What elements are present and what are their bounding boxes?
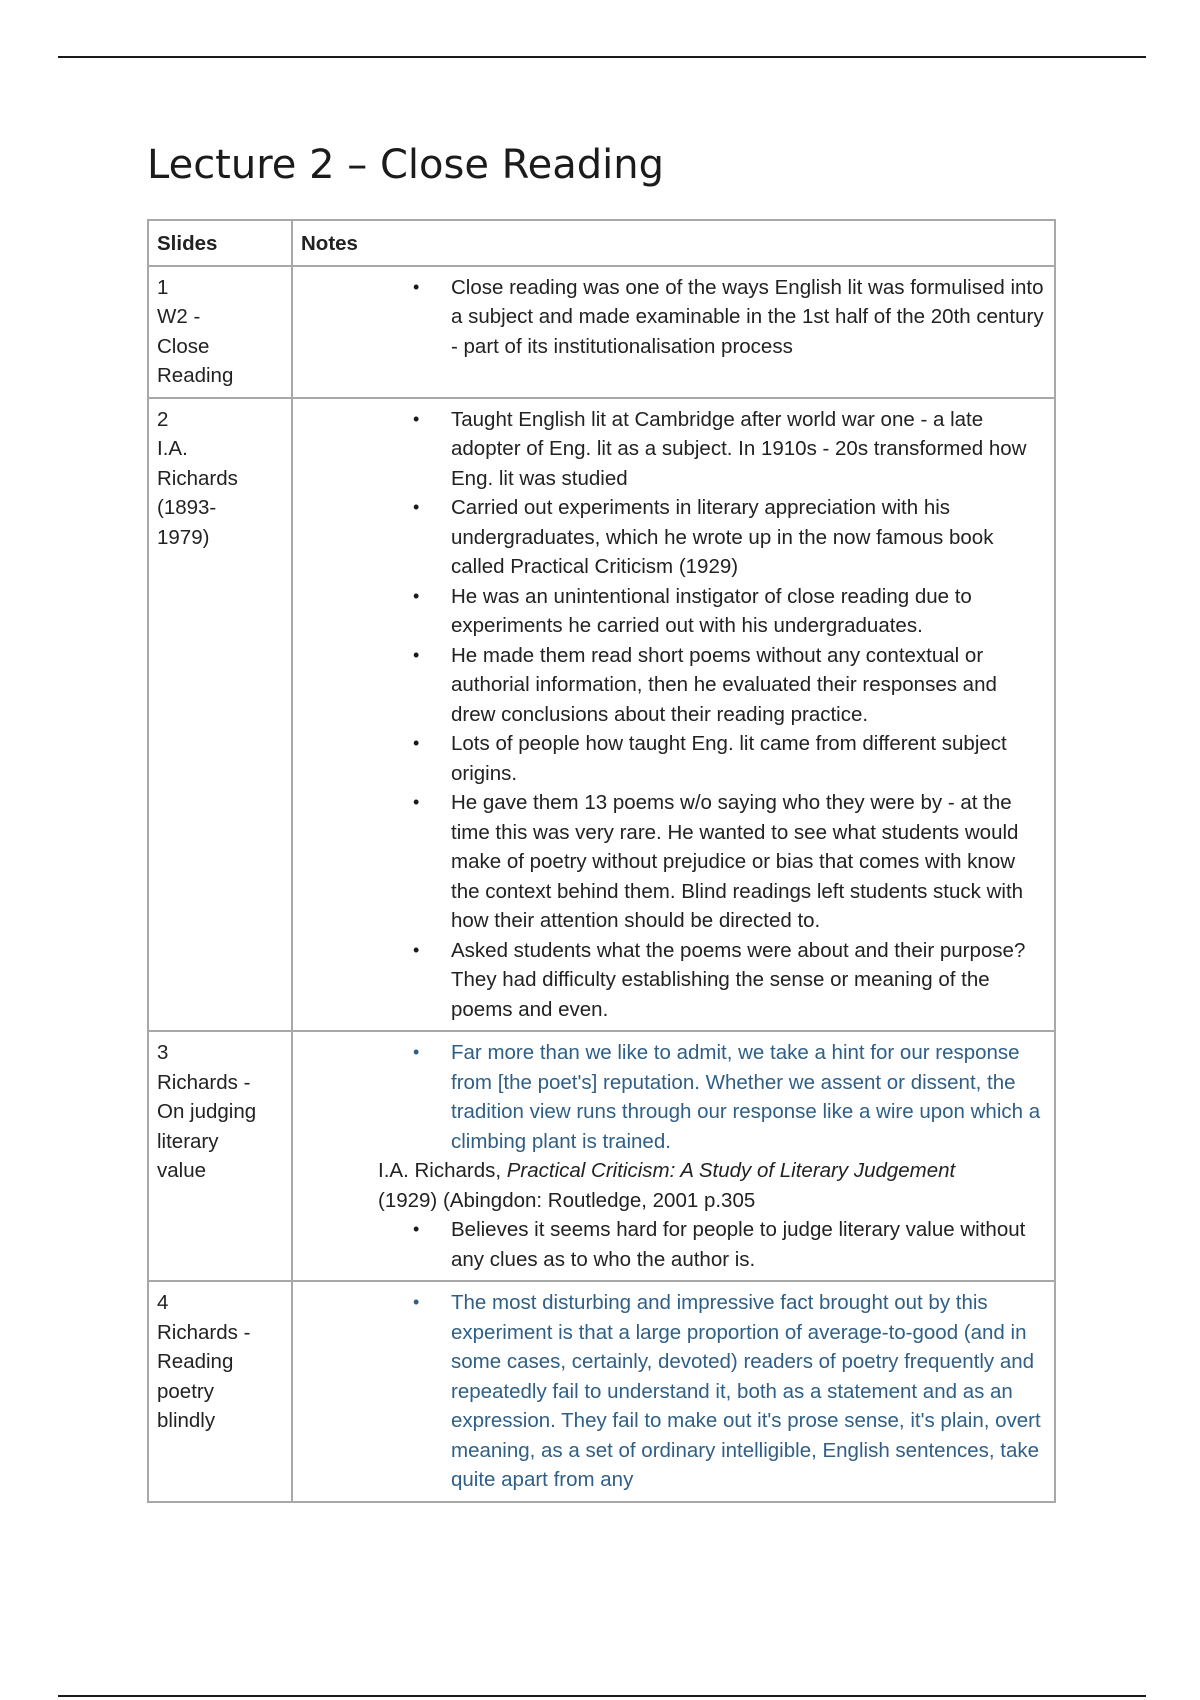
bullet-list	[301, 1215, 1046, 1274]
bullet-item: • Taught English lit at Cambridge after world war one - a late adopter of Eng. lit as a subject. In 1910s - 20s transformed how Eng. lit was studied	[451, 405, 1046, 494]
notes-cell	[292, 398, 1055, 1032]
slide-number: 3	[157, 1041, 169, 1064]
slides-header: Slides	[148, 220, 292, 266]
quote-list	[301, 1038, 1046, 1156]
slide-title-line: (1893-	[157, 496, 217, 519]
slide-cell	[148, 398, 292, 1032]
quote-item: • Far more than we like to admit, we take a hint for our response from [the poet's] reputation. Whether we assent or dissent, the tradition view runs through our response like a wire upon which a climbing plant is trained.	[451, 1038, 1046, 1156]
bullet-item: • He made them read short poems without any contextual or authorial information, then he evaluated their responses and drew conclusions about their reading practice.	[451, 641, 1046, 730]
page-title: Lecture 2 – Close Reading	[147, 142, 665, 188]
slide-cell	[148, 1031, 292, 1281]
bullet-item: • Carried out experiments in literary appreciation with his undergraduates, which he wrote up in the now famous book called Practical Criticism (1929)	[451, 493, 1046, 582]
slide-title-line: 1979)	[157, 525, 210, 549]
slide-title-line: blindly	[157, 1409, 216, 1432]
notes-cell	[292, 266, 1055, 398]
table-header-row	[148, 220, 1055, 266]
citation	[301, 1156, 1046, 1215]
notes-table	[147, 219, 1056, 1503]
slide-number: 1	[157, 275, 169, 299]
bullet-list	[301, 273, 1046, 362]
slide-cell	[148, 1281, 292, 1502]
table-row	[148, 266, 1055, 398]
top-rule	[58, 56, 1146, 58]
slide-title-line: poetry	[157, 1379, 214, 1403]
bullet-item: • He gave them 13 poems w/o saying who they were by - at the time this was very rare. He wanted to see what students would make of poetry without prejudice or bias that comes with know the context behind them. Blind readings left students stuck with how their attention should be directed to.	[451, 788, 1046, 936]
slide-title-line: Richards -	[157, 1320, 251, 1344]
slide-title-line: Richards	[157, 466, 238, 490]
table-row	[148, 398, 1055, 1032]
citation-work: Practical Criticism: A Study of Literary Judgement	[506, 1159, 956, 1182]
slide-title-line: Reading	[157, 364, 234, 387]
bottom-rule	[58, 1695, 1146, 1697]
citation-author: I.A. Richards,	[378, 1159, 507, 1182]
slide-title-line: literary	[157, 1129, 219, 1153]
bullet-item: • Lots of people how taught Eng. lit came from different subject origins.	[451, 729, 1046, 788]
slide-number: 2	[157, 407, 169, 431]
slide-title-line: On judging	[157, 1100, 257, 1123]
notes-cell	[292, 1281, 1055, 1502]
bullet-list	[301, 405, 1046, 1025]
slide-title-line: Reading	[157, 1350, 234, 1373]
bullet-item: • Believes it seems hard for people to judge literary value without any clues as to who the author is.	[451, 1215, 1046, 1274]
slide-title-line: W2 -	[157, 305, 201, 328]
slide-title-line: I.A.	[157, 437, 188, 460]
quote-item: • The most disturbing and impressive fact brought out by this experiment is that a large proportion of average-to-good (and in some cases, certainly, devoted) readers of poetry frequently and repeatedly fail to understand it, both as a statement and as an expression. They fail to make out it's prose sense, it's plain, overt meaning, as a set of ordinary intelligible, English sentences, take quite apart from any	[451, 1288, 1046, 1495]
slide-title-line: value	[157, 1159, 207, 1182]
bullet-item: • Asked students what the poems were about and their purpose? They had difficulty establishing the sense or meaning of the poems and even.	[451, 936, 1046, 1025]
table-row	[148, 1031, 1055, 1281]
slide-number: 4	[157, 1291, 169, 1314]
notes-cell	[292, 1031, 1055, 1281]
bullet-item: • Close reading was one of the ways English lit was formulised into a subject and made examinable in the 1st half of the 20th century - part of its institutionalisation process	[451, 273, 1046, 362]
table-row	[148, 1281, 1055, 1502]
slide-title-line: Richards -	[157, 1070, 251, 1094]
slide-title-line: Close	[157, 334, 210, 358]
bullet-item: • He was an unintentional instigator of close reading due to experiments he carried out with his undergraduates.	[451, 582, 1046, 641]
notes-header: Notes	[292, 220, 1055, 266]
slide-cell	[148, 266, 292, 398]
quote-list	[301, 1288, 1046, 1495]
citation-details: (1929) (Abingdon: Routledge, 2001 p.305	[378, 1188, 756, 1212]
